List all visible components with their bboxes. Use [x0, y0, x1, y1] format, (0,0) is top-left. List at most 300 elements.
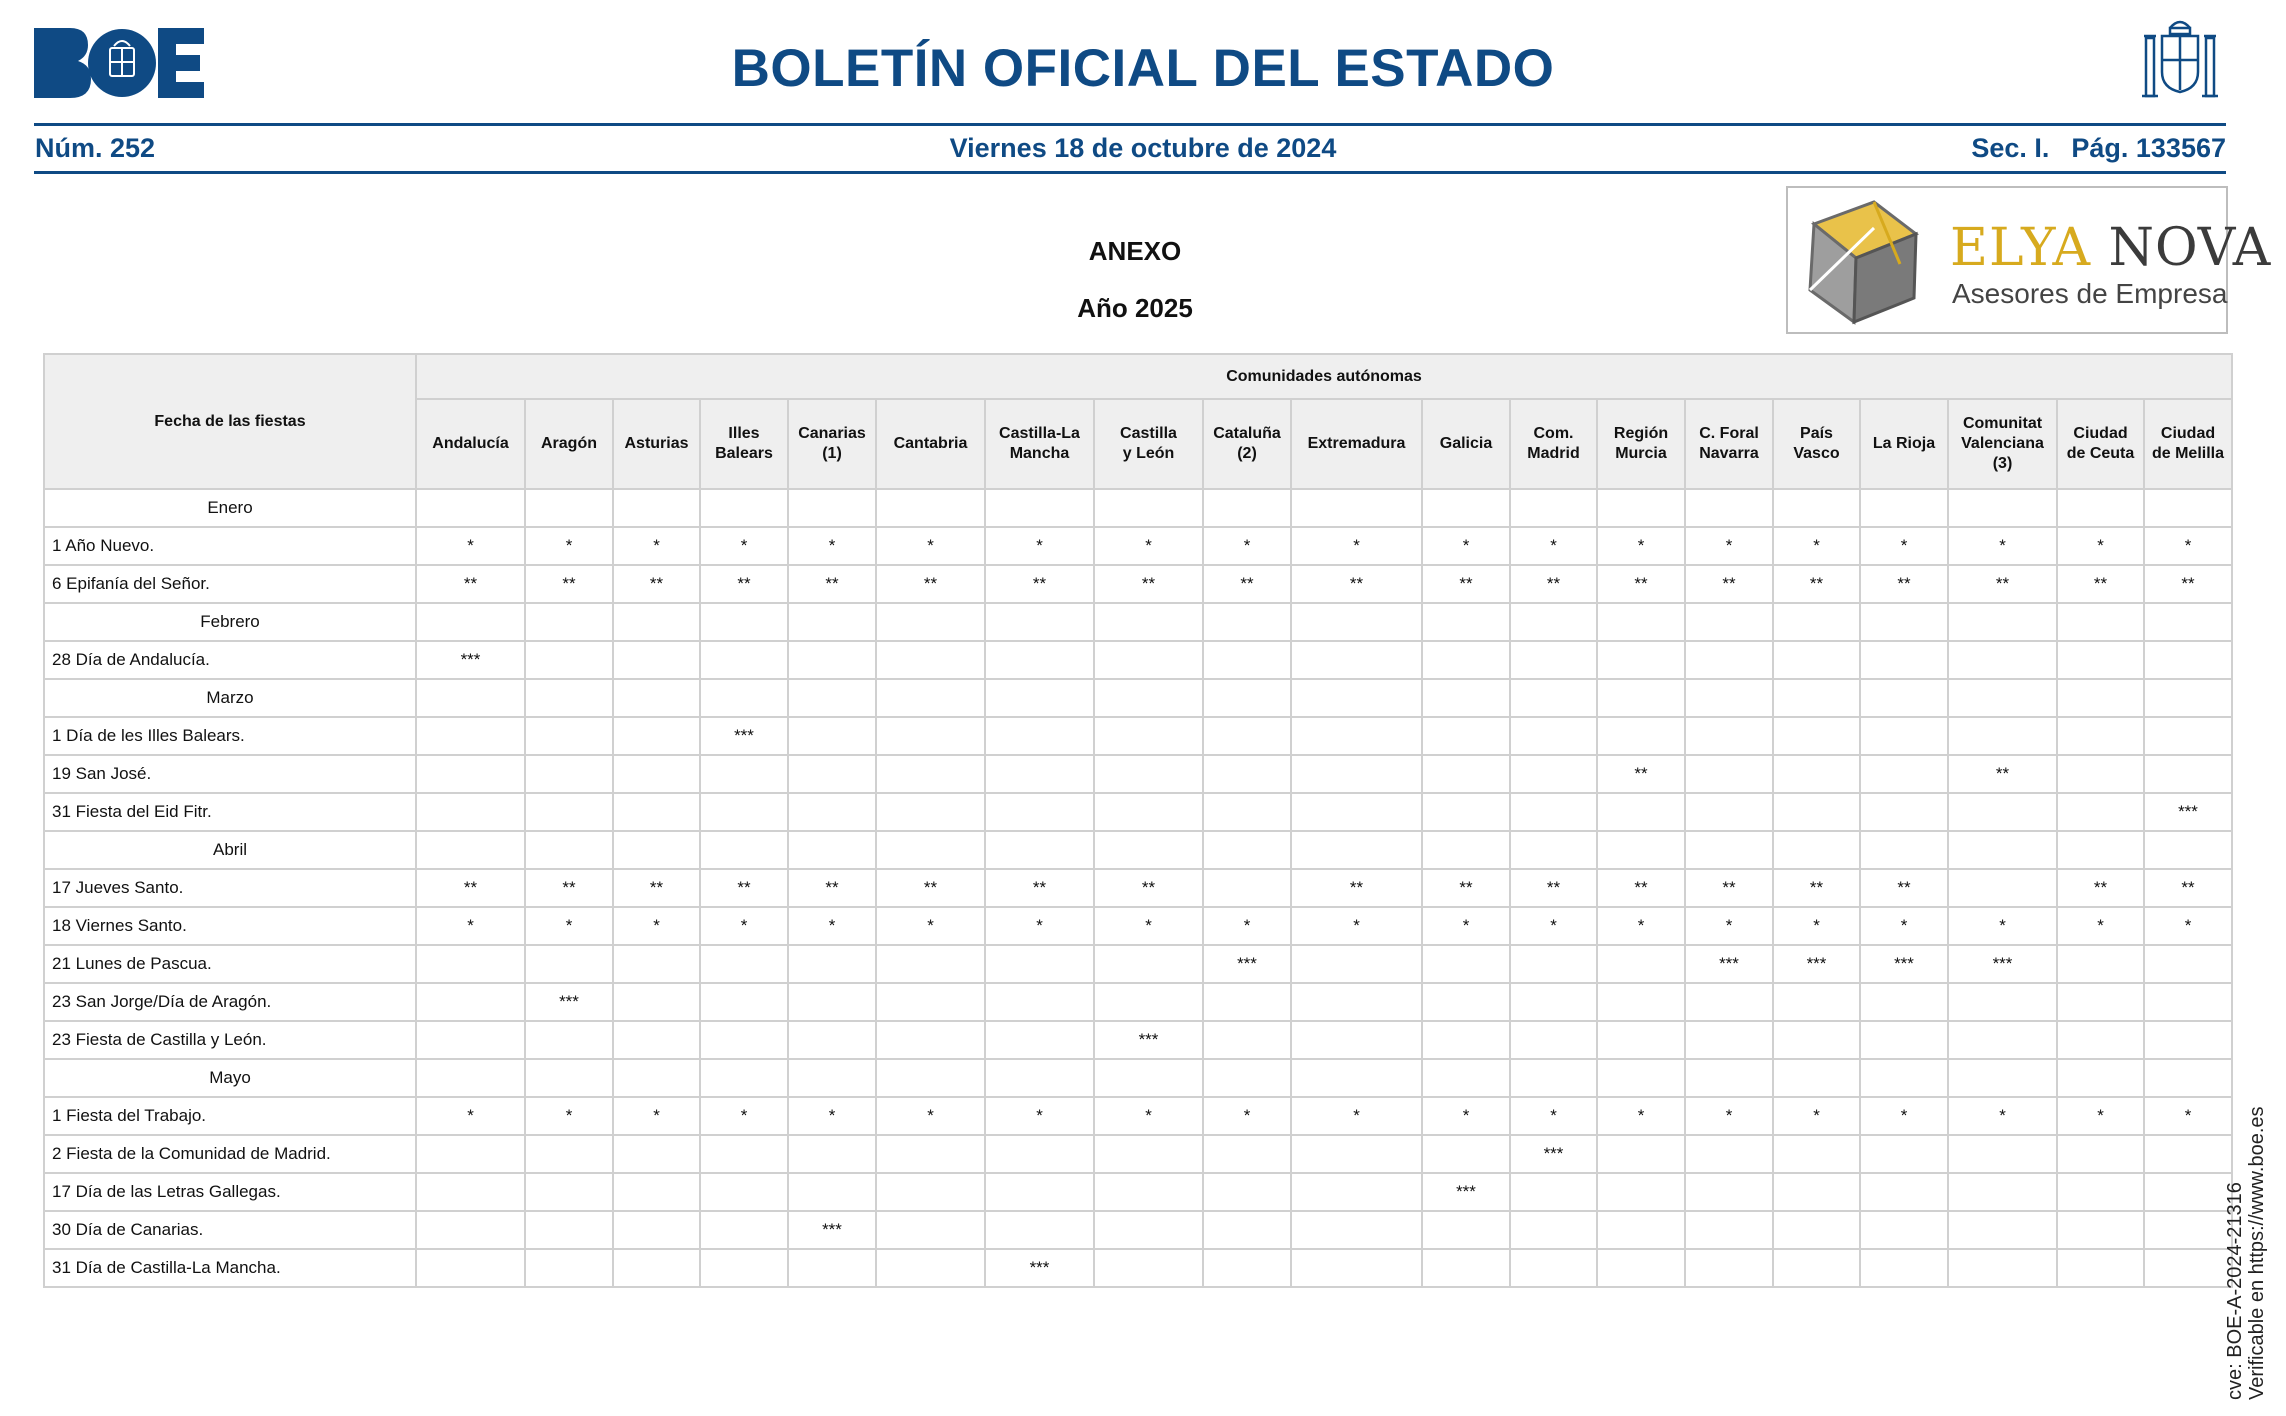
issue-date: Viernes 18 de octubre de 2024 — [949, 133, 1337, 163]
holiday-mark-cell — [1203, 1059, 1291, 1097]
holiday-mark-cell — [525, 641, 613, 679]
holiday-mark-cell — [2144, 603, 2232, 641]
holiday-mark-cell: * — [525, 527, 613, 565]
holiday-mark-cell — [1860, 983, 1948, 1021]
column-header-line: Aragón — [541, 435, 597, 452]
column-header — [1422, 399, 1510, 489]
column-header-line: (2) — [1237, 445, 1257, 462]
column-header — [1948, 399, 2057, 489]
holiday-mark-cell — [1597, 679, 1685, 717]
holiday-mark-cell: * — [1291, 1097, 1422, 1135]
holiday-mark-cell — [416, 945, 525, 983]
column-header-line: Cantabria — [893, 435, 968, 452]
column-header-line: de Melilla — [2151, 445, 2225, 462]
column-header — [2057, 399, 2144, 489]
holiday-mark-cell: * — [876, 1097, 985, 1135]
column-header-line: Madrid — [1527, 445, 1580, 462]
holiday-mark-cell — [613, 603, 700, 641]
holiday-mark-cell: * — [1685, 907, 1773, 945]
holiday-mark-cell — [1291, 489, 1422, 527]
holiday-label: 31 Fiesta del Eid Fitr. — [44, 793, 416, 831]
holiday-label: 18 Viernes Santo. — [44, 907, 416, 945]
holiday-mark-cell — [1597, 1173, 1685, 1211]
holiday-mark-cell: *** — [1203, 945, 1291, 983]
holiday-mark-cell — [1860, 793, 1948, 831]
holiday-mark-cell: * — [876, 527, 985, 565]
holiday-mark-cell — [416, 1173, 525, 1211]
holiday-mark-cell — [1948, 641, 2057, 679]
column-header — [1685, 399, 1773, 489]
holiday-mark-cell — [1685, 1173, 1773, 1211]
holiday-mark-cell — [1685, 489, 1773, 527]
holiday-mark-cell — [1948, 679, 2057, 717]
holiday-mark-cell — [700, 679, 788, 717]
holiday-mark-cell: ** — [985, 565, 1094, 603]
holiday-mark-cell — [525, 945, 613, 983]
bulletin-title: BOLETÍN OFICIAL DEL ESTADO — [731, 39, 1555, 98]
holiday-mark-cell — [876, 489, 985, 527]
holiday-mark-cell — [1510, 641, 1597, 679]
holiday-mark-cell — [1597, 489, 1685, 527]
column-header — [876, 399, 985, 489]
holiday-mark-cell — [1860, 717, 1948, 755]
holiday-mark-cell — [700, 793, 788, 831]
holiday-mark-cell: ** — [2144, 565, 2232, 603]
holiday-mark-cell — [1685, 1249, 1773, 1287]
holiday-mark-cell — [876, 641, 985, 679]
holiday-mark-cell: * — [1203, 527, 1291, 565]
holiday-mark-cell — [613, 755, 700, 793]
holiday-mark-cell — [1094, 717, 1203, 755]
holiday-row — [44, 1021, 2232, 1059]
holiday-mark-cell — [1094, 1249, 1203, 1287]
holiday-mark-cell: ** — [2144, 869, 2232, 907]
column-header-line: Murcia — [1615, 445, 1667, 462]
holiday-mark-cell — [1597, 1211, 1685, 1249]
holiday-mark-cell — [1773, 1173, 1860, 1211]
holiday-mark-cell — [985, 983, 1094, 1021]
holidays-table — [43, 353, 2233, 1288]
holiday-mark-cell — [613, 1021, 700, 1059]
holiday-mark-cell — [525, 793, 613, 831]
holiday-mark-cell — [1773, 641, 1860, 679]
holiday-mark-cell — [416, 603, 525, 641]
holiday-mark-cell — [525, 1249, 613, 1287]
holiday-mark-cell: * — [1597, 1097, 1685, 1135]
holiday-mark-cell — [1773, 717, 1860, 755]
holiday-mark-cell — [525, 1135, 613, 1173]
holiday-mark-cell: ** — [2057, 869, 2144, 907]
column-header-line: Vasco — [1793, 445, 1840, 462]
holiday-mark-cell — [1291, 945, 1422, 983]
holiday-mark-cell — [613, 831, 700, 869]
holiday-mark-cell — [700, 1249, 788, 1287]
holiday-mark-cell — [1773, 1021, 1860, 1059]
holiday-mark-cell: ** — [788, 869, 876, 907]
holiday-mark-cell: ** — [1685, 565, 1773, 603]
holiday-mark-cell — [2057, 793, 2144, 831]
holiday-mark-cell — [1510, 1059, 1597, 1097]
holiday-mark-cell — [1860, 831, 1948, 869]
holiday-mark-cell — [1860, 1173, 1948, 1211]
holiday-mark-cell: ** — [985, 869, 1094, 907]
holiday-mark-cell — [1203, 489, 1291, 527]
holiday-mark-cell — [1510, 1173, 1597, 1211]
holiday-mark-cell — [1422, 1135, 1510, 1173]
holiday-mark-cell — [1948, 603, 2057, 641]
holiday-mark-cell — [876, 945, 985, 983]
cve-code: cve: BOE-A-2024-21316 — [2224, 1182, 2246, 1400]
holiday-mark-cell: ** — [1094, 565, 1203, 603]
holiday-label: 23 San Jorge/Día de Aragón. — [44, 983, 416, 1021]
holiday-mark-cell — [788, 1021, 876, 1059]
holiday-mark-cell — [1203, 1135, 1291, 1173]
holiday-mark-cell — [1860, 489, 1948, 527]
holiday-mark-cell — [416, 1135, 525, 1173]
section-page — [1971, 133, 2226, 164]
column-header-line: y León — [1122, 445, 1175, 462]
holiday-mark-cell: * — [1685, 527, 1773, 565]
holiday-mark-cell: ** — [1860, 869, 1948, 907]
holiday-mark-cell: ** — [700, 869, 788, 907]
advert-brand-part1: ELYA — [1950, 218, 2092, 278]
month-label: Febrero — [44, 603, 416, 641]
holiday-mark-cell — [1773, 1211, 1860, 1249]
holiday-mark-cell — [1094, 945, 1203, 983]
holiday-mark-cell: * — [1291, 527, 1422, 565]
holiday-mark-cell: * — [1094, 907, 1203, 945]
holiday-mark-cell — [1203, 1211, 1291, 1249]
holiday-mark-cell: ** — [1510, 869, 1597, 907]
holiday-mark-cell — [525, 1059, 613, 1097]
holiday-label: 31 Día de Castilla-La Mancha. — [44, 1249, 416, 1287]
holiday-mark-cell — [1597, 717, 1685, 755]
column-header — [985, 399, 1094, 489]
holiday-row — [44, 565, 2232, 603]
holiday-mark-cell: ** — [1094, 869, 1203, 907]
holiday-mark-cell — [1597, 641, 1685, 679]
holiday-mark-cell — [1094, 983, 1203, 1021]
holiday-mark-cell — [1948, 717, 2057, 755]
advert-subtitle: Asesores de Empresa — [1952, 278, 2228, 309]
holiday-mark-cell — [416, 717, 525, 755]
holiday-mark-cell — [613, 945, 700, 983]
holiday-mark-cell — [700, 983, 788, 1021]
holiday-mark-cell — [1773, 679, 1860, 717]
holiday-mark-cell: * — [1203, 1097, 1291, 1135]
holiday-mark-cell — [2144, 755, 2232, 793]
holiday-mark-cell: * — [1510, 527, 1597, 565]
holiday-mark-cell — [876, 1173, 985, 1211]
holiday-label: 1 Año Nuevo. — [44, 527, 416, 565]
holiday-mark-cell — [1291, 1135, 1422, 1173]
holiday-mark-cell: * — [1860, 907, 1948, 945]
holiday-mark-cell — [2057, 717, 2144, 755]
holiday-mark-cell: ** — [1422, 565, 1510, 603]
holiday-row — [44, 945, 2232, 983]
holiday-row — [44, 793, 2232, 831]
holiday-mark-cell — [1094, 1059, 1203, 1097]
holiday-mark-cell — [876, 1211, 985, 1249]
holiday-mark-cell — [525, 1211, 613, 1249]
holiday-mark-cell — [985, 603, 1094, 641]
holiday-mark-cell — [1422, 1021, 1510, 1059]
holiday-mark-cell — [1203, 869, 1291, 907]
annex-year: Año 2025 — [1077, 293, 1193, 323]
column-header-line: Ciudad — [2160, 425, 2216, 442]
holiday-mark-cell: * — [1948, 907, 2057, 945]
holiday-mark-cell — [416, 983, 525, 1021]
holiday-mark-cell: * — [2144, 907, 2232, 945]
holiday-mark-cell — [2144, 945, 2232, 983]
column-header-line: Región — [1613, 425, 1669, 442]
holiday-mark-cell — [985, 1211, 1094, 1249]
holiday-mark-cell — [700, 831, 788, 869]
holiday-mark-cell — [1510, 717, 1597, 755]
holiday-mark-cell — [700, 1021, 788, 1059]
holiday-mark-cell — [788, 603, 876, 641]
holiday-mark-cell — [613, 1059, 700, 1097]
holiday-mark-cell: ** — [1291, 565, 1422, 603]
holiday-mark-cell — [788, 717, 876, 755]
holiday-mark-cell: * — [700, 1097, 788, 1135]
holiday-mark-cell — [985, 1059, 1094, 1097]
holiday-mark-cell — [1773, 603, 1860, 641]
holiday-mark-cell — [525, 755, 613, 793]
holiday-mark-cell — [700, 603, 788, 641]
holiday-mark-cell — [700, 1173, 788, 1211]
holiday-mark-cell — [985, 717, 1094, 755]
holiday-mark-cell — [1597, 793, 1685, 831]
holiday-row — [44, 1211, 2232, 1249]
holiday-mark-cell — [1510, 1249, 1597, 1287]
holiday-mark-cell — [1094, 489, 1203, 527]
holiday-mark-cell — [876, 1059, 985, 1097]
holiday-mark-cell — [2057, 945, 2144, 983]
holiday-mark-cell — [1203, 983, 1291, 1021]
holiday-mark-cell — [1291, 1249, 1422, 1287]
holiday-mark-cell — [2144, 717, 2232, 755]
holiday-row — [44, 717, 2232, 755]
holiday-mark-cell — [1948, 489, 2057, 527]
holiday-mark-cell — [1422, 1211, 1510, 1249]
holiday-mark-cell — [1597, 1059, 1685, 1097]
holiday-mark-cell — [1685, 983, 1773, 1021]
holiday-mark-cell — [2057, 831, 2144, 869]
holiday-mark-cell: * — [1510, 1097, 1597, 1135]
column-header — [700, 399, 788, 489]
holiday-mark-cell: * — [1773, 527, 1860, 565]
holiday-mark-cell — [985, 641, 1094, 679]
column-header-line: Balears — [715, 445, 773, 462]
month-row — [44, 603, 2232, 641]
holiday-mark-cell — [1510, 1021, 1597, 1059]
holiday-label: 1 Día de les Illes Balears. — [44, 717, 416, 755]
column-header — [1597, 399, 1685, 489]
coat-of-arms-icon — [2134, 14, 2226, 106]
holiday-mark-cell — [416, 489, 525, 527]
holiday-mark-cell — [985, 945, 1094, 983]
holiday-mark-cell — [1948, 831, 2057, 869]
holiday-mark-cell — [2144, 1173, 2232, 1211]
holiday-mark-cell: * — [2057, 1097, 2144, 1135]
holiday-mark-cell — [788, 1059, 876, 1097]
advert-brand-part2: NOVA — [2108, 218, 2272, 278]
holiday-mark-cell: ** — [1685, 869, 1773, 907]
month-row — [44, 1059, 2232, 1097]
holiday-mark-cell: ** — [788, 565, 876, 603]
holiday-row — [44, 907, 2232, 945]
holiday-mark-cell — [2057, 603, 2144, 641]
holiday-mark-cell: ** — [416, 869, 525, 907]
holiday-mark-cell — [416, 1249, 525, 1287]
holiday-mark-cell — [1773, 831, 1860, 869]
holiday-mark-cell — [1948, 1211, 2057, 1249]
column-header-line: (3) — [1992, 455, 2013, 472]
holiday-mark-cell — [1510, 489, 1597, 527]
holiday-mark-cell — [1685, 1135, 1773, 1173]
holiday-mark-cell — [525, 717, 613, 755]
holiday-mark-cell — [1094, 1211, 1203, 1249]
holiday-mark-cell — [1291, 831, 1422, 869]
holiday-mark-cell: * — [525, 1097, 613, 1135]
holiday-mark-cell — [788, 679, 876, 717]
column-header-line: Comunitat — [1962, 415, 2043, 432]
holiday-mark-cell: *** — [788, 1211, 876, 1249]
holiday-mark-cell — [1773, 1059, 1860, 1097]
holiday-mark-cell: ** — [1948, 565, 2057, 603]
holiday-mark-cell — [1203, 831, 1291, 869]
holiday-mark-cell — [788, 1249, 876, 1287]
holiday-mark-cell — [1291, 679, 1422, 717]
holiday-mark-cell — [2057, 1135, 2144, 1173]
holiday-mark-cell — [1203, 641, 1291, 679]
column-header-line: Valenciana — [1961, 435, 2044, 452]
holiday-mark-cell: ** — [525, 565, 613, 603]
holiday-mark-cell — [1422, 755, 1510, 793]
holiday-mark-cell — [1510, 983, 1597, 1021]
holiday-mark-cell — [1510, 603, 1597, 641]
column-header-line: (1) — [822, 445, 842, 462]
holiday-mark-cell — [1597, 1135, 1685, 1173]
holiday-mark-cell — [1291, 983, 1422, 1021]
holiday-mark-cell — [1948, 869, 2057, 907]
holiday-mark-cell: * — [613, 1097, 700, 1135]
holiday-mark-cell — [1860, 1059, 1948, 1097]
holiday-mark-cell — [1948, 983, 2057, 1021]
holiday-mark-cell: * — [416, 1097, 525, 1135]
holiday-mark-cell — [1291, 717, 1422, 755]
holiday-mark-cell — [1948, 1021, 2057, 1059]
header-rule-bottom — [34, 171, 2226, 174]
holiday-mark-cell — [1291, 793, 1422, 831]
holiday-mark-cell — [1948, 793, 2057, 831]
holiday-mark-cell — [700, 489, 788, 527]
holiday-mark-cell — [1773, 489, 1860, 527]
column-header-line: Illes — [728, 425, 760, 442]
holiday-mark-cell: *** — [1094, 1021, 1203, 1059]
holiday-mark-cell — [1860, 641, 1948, 679]
holiday-mark-cell — [613, 641, 700, 679]
holiday-mark-cell: * — [788, 907, 876, 945]
holiday-mark-cell — [876, 1135, 985, 1173]
holiday-mark-cell: * — [1685, 1097, 1773, 1135]
holiday-mark-cell — [2144, 1021, 2232, 1059]
holiday-row — [44, 1135, 2232, 1173]
issue-number: Núm. 252 — [35, 133, 156, 163]
holiday-mark-cell — [1094, 1173, 1203, 1211]
holiday-label: 30 Día de Canarias. — [44, 1211, 416, 1249]
holiday-mark-cell: * — [700, 527, 788, 565]
holiday-mark-cell — [985, 679, 1094, 717]
holiday-mark-cell — [1510, 755, 1597, 793]
holiday-mark-cell: ** — [525, 869, 613, 907]
column-header — [1203, 399, 1291, 489]
holiday-mark-cell — [1685, 717, 1773, 755]
holiday-mark-cell: * — [416, 907, 525, 945]
holiday-mark-cell — [2057, 983, 2144, 1021]
holiday-mark-cell: *** — [1773, 945, 1860, 983]
holiday-mark-cell — [700, 1211, 788, 1249]
holiday-mark-cell — [788, 1135, 876, 1173]
holiday-mark-cell: ** — [2057, 565, 2144, 603]
column-header-line: Asturias — [624, 435, 689, 452]
header-rule-top — [34, 123, 2226, 126]
holiday-label: 28 Día de Andalucía. — [44, 641, 416, 679]
holiday-mark-cell — [700, 1135, 788, 1173]
holiday-row — [44, 641, 2232, 679]
holiday-mark-cell: *** — [1685, 945, 1773, 983]
holiday-mark-cell — [788, 1173, 876, 1211]
holiday-mark-cell — [525, 489, 613, 527]
month-row — [44, 489, 2232, 527]
holiday-mark-cell: * — [788, 527, 876, 565]
holiday-mark-cell: * — [1094, 527, 1203, 565]
holiday-row — [44, 1249, 2232, 1287]
holiday-mark-cell: *** — [2144, 793, 2232, 831]
holiday-label: 17 Día de las Letras Gallegas. — [44, 1173, 416, 1211]
holiday-mark-cell: * — [1203, 907, 1291, 945]
holiday-mark-cell — [613, 1173, 700, 1211]
holiday-mark-cell: * — [1291, 907, 1422, 945]
holiday-mark-cell: ** — [1773, 869, 1860, 907]
holiday-mark-cell — [2057, 1021, 2144, 1059]
holiday-mark-cell — [1203, 793, 1291, 831]
holiday-mark-cell — [525, 1021, 613, 1059]
month-label: Enero — [44, 489, 416, 527]
holiday-mark-cell — [1860, 1021, 1948, 1059]
holiday-mark-cell — [1597, 603, 1685, 641]
holiday-mark-cell — [1422, 641, 1510, 679]
month-label: Mayo — [44, 1059, 416, 1097]
holiday-mark-cell: ** — [1597, 565, 1685, 603]
holiday-mark-cell: *** — [985, 1249, 1094, 1287]
holiday-mark-cell — [1422, 489, 1510, 527]
holiday-mark-cell: * — [2057, 907, 2144, 945]
holiday-mark-cell — [525, 831, 613, 869]
communities-group-header: Comunidades autónomas — [416, 354, 2232, 399]
holiday-mark-cell — [1291, 1021, 1422, 1059]
holiday-mark-cell — [876, 603, 985, 641]
holiday-mark-cell — [2144, 1211, 2232, 1249]
holiday-mark-cell — [1422, 983, 1510, 1021]
column-header — [416, 399, 525, 489]
holiday-mark-cell — [1203, 1173, 1291, 1211]
holiday-mark-cell — [1860, 1249, 1948, 1287]
holiday-mark-cell — [1948, 1173, 2057, 1211]
holiday-mark-cell: * — [1510, 907, 1597, 945]
holiday-mark-cell — [1422, 1059, 1510, 1097]
